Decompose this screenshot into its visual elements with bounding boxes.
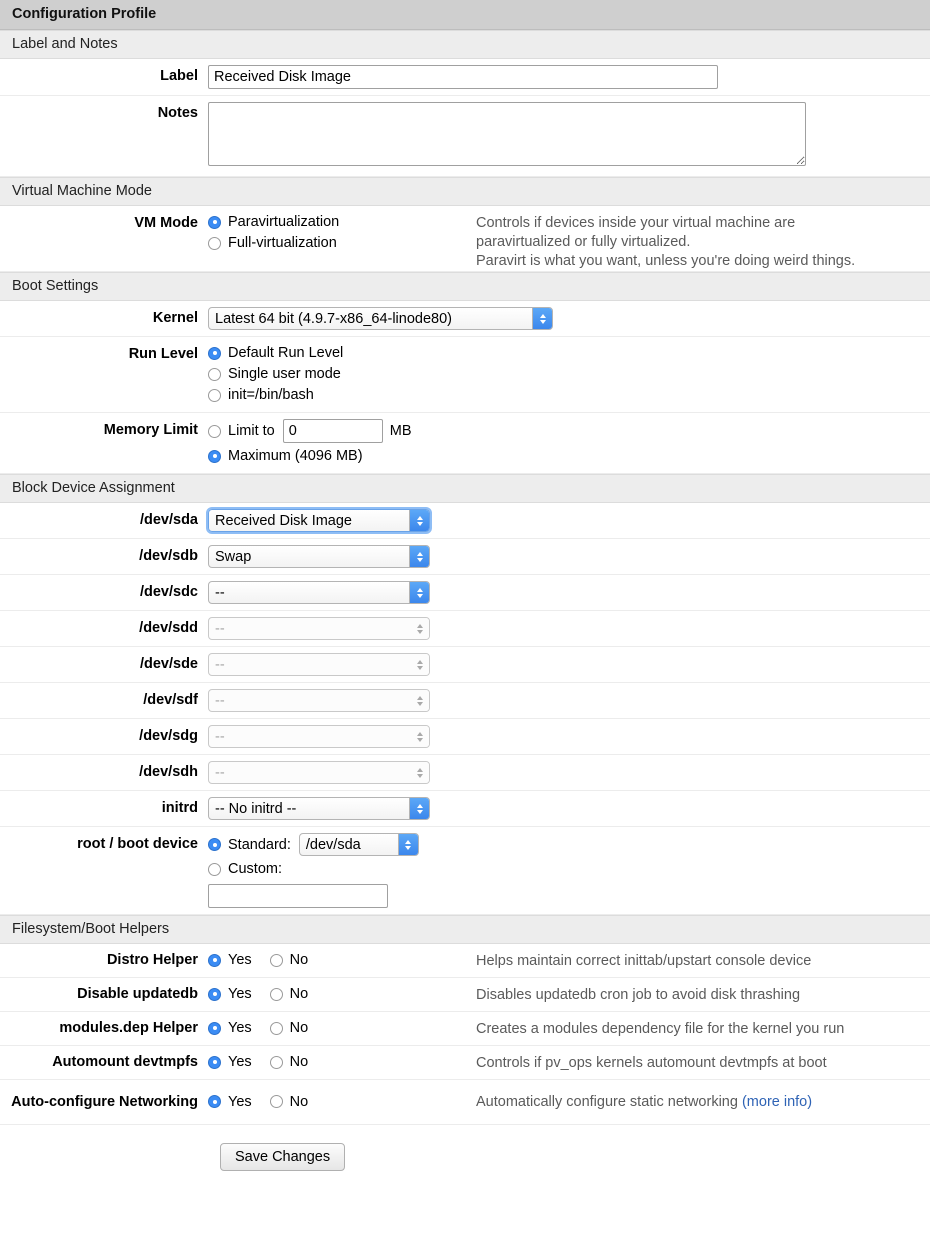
chevron-updown-icon bbox=[410, 618, 429, 639]
row-memory-limit bbox=[0, 413, 930, 474]
more-info-link[interactable]: (more info) bbox=[741, 1094, 813, 1111]
dev-sdd-select-value: -- bbox=[215, 620, 225, 637]
radio-label-modules-dep-no: No bbox=[289, 1020, 309, 1037]
dev-sdc-select[interactable] bbox=[208, 581, 430, 604]
radio-disable-updatedb-yes[interactable] bbox=[208, 984, 252, 1004]
dev-sdg-select-value: -- bbox=[215, 728, 225, 745]
root-boot-standard-value: /dev/sda bbox=[305, 836, 361, 853]
chevron-updown-icon[interactable] bbox=[398, 834, 418, 855]
radio-label-limit-to: Limit to bbox=[228, 423, 275, 440]
radio-distro-helper-no[interactable] bbox=[270, 950, 309, 970]
radio-label-init-bin-bash: init=/bin/bash bbox=[228, 387, 314, 404]
row-dev-sdh bbox=[0, 755, 930, 791]
chevron-updown-icon[interactable] bbox=[409, 798, 429, 819]
radio-vm-mode-full-virtualization[interactable] bbox=[208, 233, 476, 253]
automount-devtmpfs-help: Controls if pv_ops kernels automount devtmpfs at boot bbox=[476, 1054, 827, 1071]
radio-modules-dep-no[interactable] bbox=[270, 1018, 309, 1038]
radio-networking-no[interactable] bbox=[270, 1092, 309, 1112]
kernel-label: Kernel bbox=[152, 310, 198, 327]
initrd-label: initrd bbox=[161, 800, 198, 817]
radio-icon-full-virtualization[interactable] bbox=[208, 237, 221, 250]
radio-memory-limit-to[interactable] bbox=[208, 419, 930, 443]
distro-helper-help: Helps maintain correct inittab/upstart console device bbox=[476, 952, 812, 969]
chevron-updown-icon bbox=[410, 654, 429, 675]
row-initrd bbox=[0, 791, 930, 827]
radio-icon-maximum[interactable] bbox=[208, 450, 221, 463]
dev-sdc-label: /dev/sdc bbox=[139, 584, 198, 601]
dev-sdh-select[interactable] bbox=[208, 761, 430, 784]
radio-label-disable-updatedb-no: No bbox=[289, 986, 309, 1003]
row-vm-mode bbox=[0, 206, 930, 272]
radio-label-disable-updatedb-yes: Yes bbox=[228, 986, 252, 1003]
dev-sda-select-value: Received Disk Image bbox=[215, 512, 352, 529]
radio-label-default-run-level: Default Run Level bbox=[228, 345, 344, 362]
dev-sde-select[interactable] bbox=[208, 653, 430, 676]
dev-sdf-select[interactable] bbox=[208, 689, 430, 712]
auto-configure-networking-label: Auto-configure Networking bbox=[11, 1093, 198, 1110]
radio-run-level-init-bin-bash[interactable] bbox=[208, 385, 930, 405]
vm-mode-help-line-1: Controls if devices inside your virtual machine are bbox=[476, 215, 796, 231]
radio-distro-helper-yes[interactable] bbox=[208, 950, 252, 970]
radio-icon-networking-no[interactable] bbox=[270, 1095, 283, 1108]
save-changes-button[interactable]: Save Changes bbox=[220, 1143, 345, 1171]
chevron-updown-icon[interactable] bbox=[409, 546, 429, 567]
radio-label-distro-helper-no: No bbox=[289, 952, 309, 969]
section-header-label-and-notes: Label and Notes bbox=[0, 30, 930, 59]
row-label bbox=[0, 59, 930, 96]
radio-networking-yes[interactable] bbox=[208, 1092, 252, 1112]
row-disable-updatedb bbox=[0, 978, 930, 1012]
radio-label-networking-yes: Yes bbox=[228, 1093, 252, 1110]
save-button-area bbox=[0, 1125, 930, 1171]
section-header-virtual-machine-mode: Virtual Machine Mode bbox=[0, 177, 930, 206]
row-dev-sda bbox=[0, 503, 930, 539]
radio-icon-automount-yes[interactable] bbox=[208, 1056, 221, 1069]
label-field-label: Label bbox=[160, 68, 198, 84]
radio-vm-mode-paravirtualization[interactable] bbox=[208, 212, 476, 232]
radio-icon-disable-updatedb-yes[interactable] bbox=[208, 988, 221, 1001]
section-header-block-device-assignment: Block Device Assignment bbox=[0, 474, 930, 503]
row-root-boot-device bbox=[0, 827, 930, 915]
label-input[interactable] bbox=[208, 65, 718, 89]
row-dev-sdb bbox=[0, 539, 930, 575]
dev-sdd-label: /dev/sdd bbox=[139, 620, 198, 637]
radio-label-standard: Standard: bbox=[228, 836, 291, 853]
notes-textarea[interactable] bbox=[208, 102, 806, 166]
radio-label-custom: Custom: bbox=[228, 861, 282, 878]
dev-sdh-select-value: -- bbox=[215, 764, 225, 781]
radio-memory-maximum[interactable] bbox=[208, 446, 930, 466]
radio-icon-distro-helper-no[interactable] bbox=[270, 954, 283, 967]
row-dev-sdf bbox=[0, 683, 930, 719]
radio-label-networking-no: No bbox=[289, 1093, 309, 1110]
radio-label-modules-dep-yes: Yes bbox=[228, 1020, 252, 1037]
dev-sdg-select[interactable] bbox=[208, 725, 430, 748]
modules-dep-helper-label: modules.dep Helper bbox=[59, 1020, 198, 1037]
page-title: Configuration Profile bbox=[0, 0, 930, 30]
root-boot-custom-row[interactable] bbox=[208, 859, 930, 879]
dev-sdc-select-value: -- bbox=[215, 584, 225, 601]
automount-devtmpfs-label: Automount devtmpfs bbox=[52, 1054, 198, 1071]
vm-mode-help bbox=[476, 206, 855, 271]
modules-dep-helper-help: Creates a modules dependency file for the kernel you run bbox=[476, 1020, 845, 1037]
radio-label-automount-yes: Yes bbox=[228, 1054, 252, 1071]
vm-mode-help-line-2: paravirtualized or fully virtualized. bbox=[476, 234, 691, 251]
radio-icon-modules-dep-no[interactable] bbox=[270, 1022, 283, 1035]
dev-sdb-select-value: Swap bbox=[215, 548, 252, 565]
dev-sdb-select[interactable] bbox=[208, 545, 430, 568]
disable-updatedb-label: Disable updatedb bbox=[77, 986, 198, 1003]
dev-sda-select[interactable] bbox=[208, 509, 430, 532]
radio-label-maximum: Maximum (4096 MB) bbox=[228, 448, 363, 465]
initrd-select-value: -- No initrd -- bbox=[215, 800, 297, 817]
dev-sdh-label: /dev/sdh bbox=[139, 764, 198, 781]
radio-automount-no[interactable] bbox=[270, 1052, 309, 1072]
root-boot-standard-row[interactable] bbox=[208, 833, 930, 856]
distro-helper-label: Distro Helper bbox=[106, 952, 198, 969]
chevron-updown-icon bbox=[410, 690, 429, 711]
radio-icon-disable-updatedb-no[interactable] bbox=[270, 988, 283, 1001]
row-dev-sde bbox=[0, 647, 930, 683]
dev-sda-label: /dev/sda bbox=[139, 512, 198, 529]
radio-icon-default-run-level[interactable] bbox=[208, 347, 221, 360]
dev-sde-select-value: -- bbox=[215, 656, 225, 673]
radio-icon-automount-no[interactable] bbox=[270, 1056, 283, 1069]
chevron-updown-icon[interactable] bbox=[409, 510, 429, 531]
kernel-select[interactable] bbox=[208, 307, 553, 330]
radio-label-single-user-mode: Single user mode bbox=[228, 366, 341, 383]
row-automount-devtmpfs bbox=[0, 1046, 930, 1080]
root-boot-custom-input[interactable] bbox=[208, 884, 388, 908]
chevron-updown-icon[interactable] bbox=[532, 308, 552, 329]
row-dev-sdc bbox=[0, 575, 930, 611]
section-header-filesystem-boot-helpers: Filesystem/Boot Helpers bbox=[0, 915, 930, 944]
radio-label-distro-helper-yes: Yes bbox=[228, 952, 252, 969]
memory-limit-unit: MB bbox=[389, 423, 412, 440]
chevron-updown-icon bbox=[410, 726, 429, 747]
dev-sdb-label: /dev/sdb bbox=[139, 548, 198, 565]
radio-icon-limit-to[interactable] bbox=[208, 425, 221, 438]
radio-automount-yes[interactable] bbox=[208, 1052, 252, 1072]
dev-sdf-select-value: -- bbox=[215, 692, 225, 709]
radio-icon-init-bin-bash[interactable] bbox=[208, 389, 221, 402]
radio-modules-dep-yes[interactable] bbox=[208, 1018, 252, 1038]
radio-icon-distro-helper-yes[interactable] bbox=[208, 954, 221, 967]
row-kernel bbox=[0, 301, 930, 337]
radio-label-automount-no: No bbox=[289, 1054, 309, 1071]
root-boot-device-label: root / boot device bbox=[77, 836, 198, 853]
dev-sdg-label: /dev/sdg bbox=[139, 728, 198, 745]
disable-updatedb-help: Disables updatedb cron job to avoid disk thrashing bbox=[476, 986, 801, 1003]
radio-label-paravirtualization: Paravirtualization bbox=[228, 214, 340, 230]
row-auto-configure-networking bbox=[0, 1080, 930, 1125]
auto-configure-networking-help bbox=[476, 1094, 812, 1110]
radio-disable-updatedb-no[interactable] bbox=[270, 984, 309, 1004]
row-dev-sdd bbox=[0, 611, 930, 647]
notes-field-label: Notes bbox=[157, 105, 198, 121]
radio-icon-standard[interactable] bbox=[208, 838, 221, 851]
row-dev-sdg bbox=[0, 719, 930, 755]
chevron-updown-icon bbox=[410, 762, 429, 783]
radio-icon-single-user-mode[interactable] bbox=[208, 368, 221, 381]
dev-sdf-label: /dev/sdf bbox=[143, 692, 198, 709]
memory-limit-label: Memory Limit bbox=[103, 422, 198, 439]
radio-icon-modules-dep-yes[interactable] bbox=[208, 1022, 221, 1035]
chevron-updown-icon[interactable] bbox=[409, 582, 429, 603]
vm-mode-label: VM Mode bbox=[134, 215, 198, 231]
kernel-select-value: Latest 64 bit (4.9.7-x86_64-linode80) bbox=[215, 310, 452, 327]
row-modules-dep-helper bbox=[0, 1012, 930, 1046]
radio-run-level-default[interactable] bbox=[208, 343, 930, 363]
memory-limit-input[interactable] bbox=[283, 419, 383, 443]
run-level-label: Run Level bbox=[128, 346, 198, 363]
row-run-level bbox=[0, 337, 930, 413]
root-boot-standard-select[interactable] bbox=[299, 833, 419, 856]
radio-label-full-virtualization: Full-virtualization bbox=[228, 235, 337, 251]
row-notes bbox=[0, 96, 930, 177]
radio-icon-networking-yes[interactable] bbox=[208, 1095, 221, 1108]
radio-icon-paravirtualization[interactable] bbox=[208, 216, 221, 229]
radio-icon-custom[interactable] bbox=[208, 863, 221, 876]
initrd-select[interactable] bbox=[208, 797, 430, 820]
auto-configure-networking-help-text: Automatically configure static networking bbox=[476, 1094, 738, 1111]
section-header-boot-settings: Boot Settings bbox=[0, 272, 930, 301]
dev-sde-label: /dev/sde bbox=[139, 656, 198, 673]
dev-sdd-select[interactable] bbox=[208, 617, 430, 640]
vm-mode-help-line-3: Paravirt is what you want, unless you're doing weird things. bbox=[476, 253, 856, 270]
row-distro-helper bbox=[0, 944, 930, 978]
radio-run-level-single-user[interactable] bbox=[208, 364, 930, 384]
